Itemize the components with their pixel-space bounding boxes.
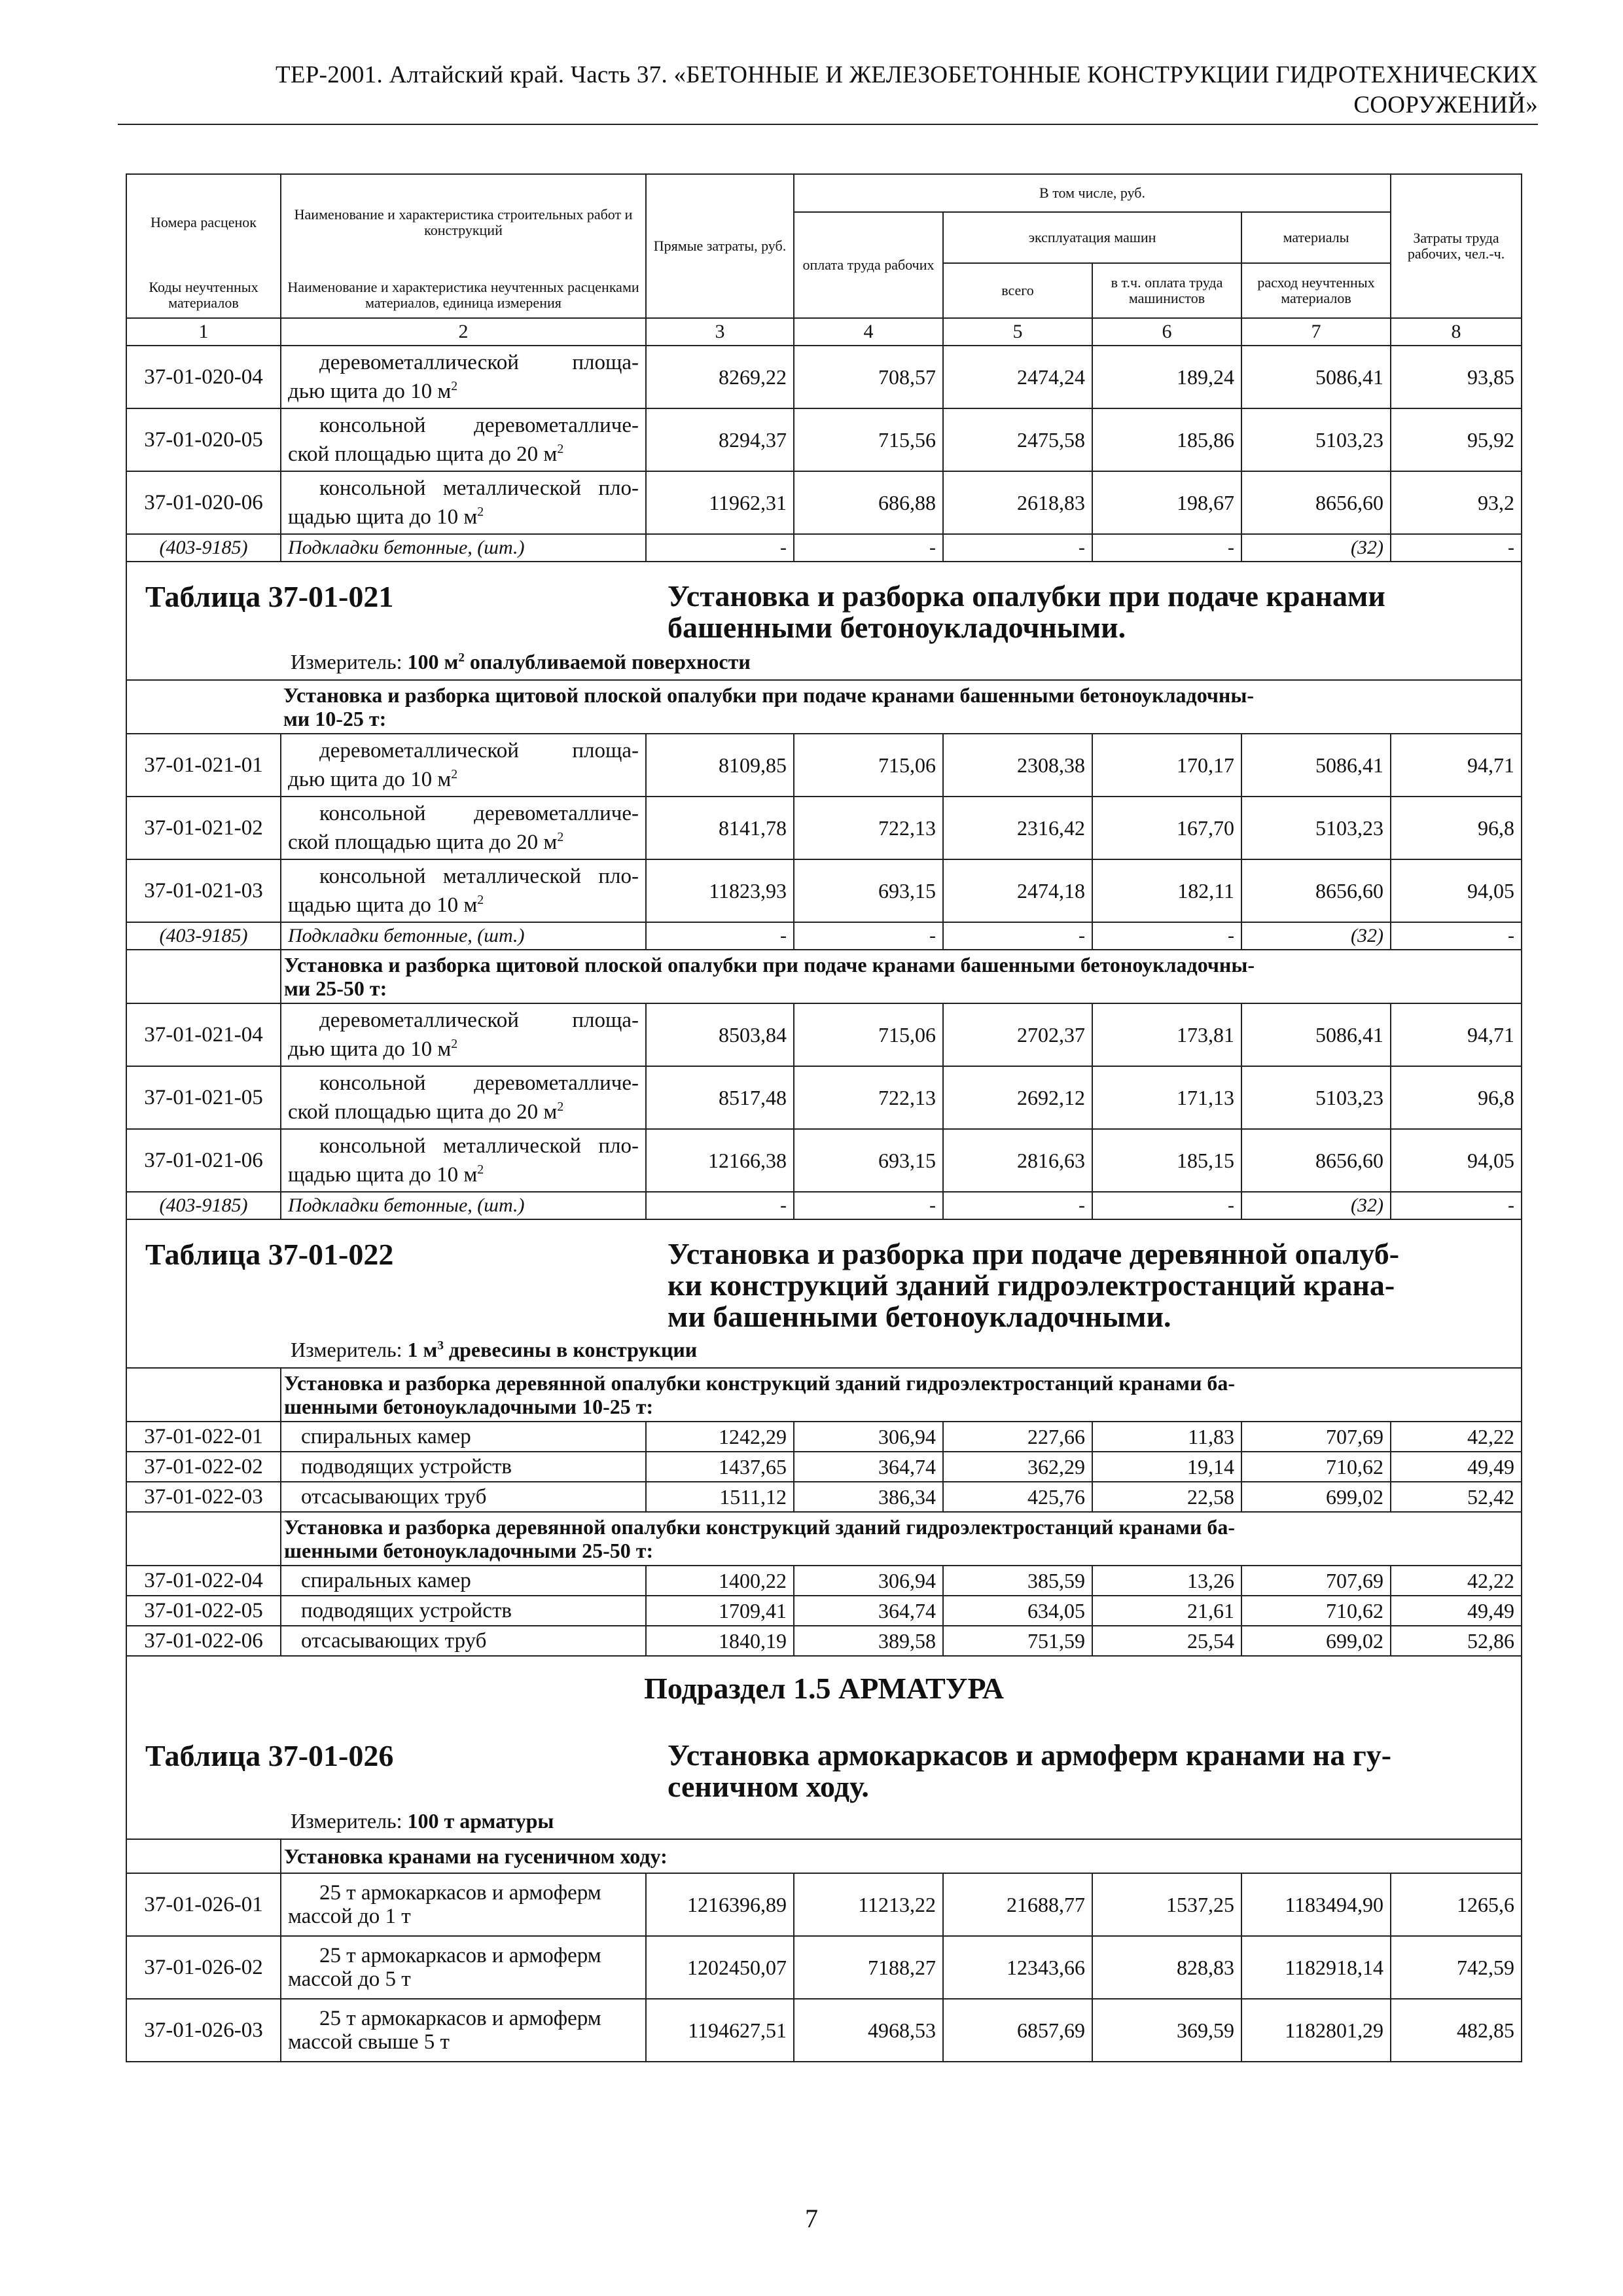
value-cell: 5103,23 (1241, 408, 1391, 471)
value-cell: 8503,84 (646, 1003, 794, 1066)
table-row (126, 734, 1522, 797)
value-cell: - (794, 922, 943, 950)
table-021-measure: Измеритель: 100 $м^2$ опалубливаемой поверхности (291, 650, 751, 673)
work-name: 25 т армокаркасов и армоферм массой свыше 5 т (281, 1999, 646, 2062)
value-cell: 710,62 (1241, 1596, 1391, 1626)
col-header-vsego: всего (943, 263, 1092, 318)
value-cell: 96,8 (1391, 797, 1522, 859)
value-cell: 94,71 (1391, 734, 1522, 797)
table-022-title: Таблица 37-01-022 (145, 1238, 394, 1271)
work-name: 25 т армокаркасов и армоферм массой до 1 т (281, 1873, 646, 1936)
column-number: 2 (281, 318, 646, 346)
value-cell: 1400,22 (646, 1566, 794, 1596)
value-cell: 8141,78 (646, 797, 794, 859)
value-cell: 1202450,07 (646, 1936, 794, 1999)
value-cell: 1437,65 (646, 1452, 794, 1482)
col-header-kody: Коды неучтенных материалов (126, 272, 281, 318)
material-row (126, 1192, 1522, 1219)
work-name: подводящих устройств (281, 1596, 646, 1626)
value-cell: 1840,19 (646, 1626, 794, 1656)
rate-code: 37-01-022-03 (126, 1482, 281, 1512)
value-cell: 715,06 (794, 734, 943, 797)
value-cell: 6857,69 (943, 1999, 1092, 2062)
table-row (126, 1873, 1522, 1936)
work-name: деревометаллической площа- дью щита до 10 $м^2$ (281, 346, 646, 408)
page-number: 7 (805, 2204, 818, 2233)
value-cell: 8656,60 (1241, 1129, 1391, 1192)
value-cell: 1537,25 (1092, 1873, 1241, 1936)
material-row (126, 922, 1522, 950)
running-header (118, 60, 1538, 120)
col-header-vtch: в т.ч. оплата труда машинистов (1092, 263, 1241, 318)
rate-code: 37-01-022-06 (126, 1626, 281, 1656)
value-cell: 5103,23 (1241, 1066, 1391, 1129)
value-cell: 2702,37 (943, 1003, 1092, 1066)
value-cell: 707,69 (1241, 1422, 1391, 1452)
value-cell: 11823,93 (646, 859, 794, 922)
value-cell: 1216396,89 (646, 1873, 794, 1936)
group-heading: Установка и разборка деревянной опалубки конструкций зданий гидроэлектростанций кранами ба- шенными бетоноукладочными 10-25 т: (281, 1368, 1522, 1422)
value-cell: - (794, 1192, 943, 1219)
value-cell: 1183494,90 (1241, 1873, 1391, 1936)
table-row (126, 471, 1522, 534)
rate-code: 37-01-026-03 (126, 1999, 281, 2062)
value-cell: 2475,58 (943, 408, 1092, 471)
column-number: 8 (1391, 318, 1522, 346)
value-cell: 699,02 (1241, 1482, 1391, 1512)
value-cell: 12166,38 (646, 1129, 794, 1192)
value-cell: - (943, 922, 1092, 950)
value-cell: 22,58 (1092, 1482, 1241, 1512)
table-022-desc: ми башенными бетоноукладочными. (668, 1300, 1171, 1333)
material-code: (403-9185) (126, 1192, 281, 1219)
value-cell: 369,59 (1092, 1999, 1241, 2062)
table-021-desc: башенными бетоноукладочными. (668, 611, 1126, 644)
rate-code: 37-01-021-01 (126, 734, 281, 797)
value-cell: 19,14 (1092, 1452, 1241, 1482)
rate-code: 37-01-021-06 (126, 1129, 281, 1192)
value-cell: 8294,37 (646, 408, 794, 471)
value-cell: - (646, 922, 794, 950)
material-code: (403-9185) (126, 534, 281, 562)
col-header-ekspl: эксплуатация машин (943, 212, 1241, 263)
value-cell: 722,13 (794, 797, 943, 859)
table-row (126, 1129, 1522, 1192)
section-title: Подраздел 1.5 АРМАТУРА (644, 1672, 1004, 1705)
group-heading: Установка кранами на гусеничном ходу: (281, 1839, 1522, 1873)
rate-code: 37-01-020-04 (126, 346, 281, 408)
value-cell: 5086,41 (1241, 1003, 1391, 1066)
material-row (126, 534, 1522, 562)
value-cell: 386,34 (794, 1482, 943, 1512)
value-cell: - (646, 1192, 794, 1219)
value-cell: 93,2 (1391, 471, 1522, 534)
value-cell: 751,59 (943, 1626, 1092, 1656)
value-cell: - (1391, 922, 1522, 950)
col-header-pryamye: Прямые затраты, руб. (646, 174, 794, 318)
rate-code: 37-01-022-04 (126, 1566, 281, 1596)
column-number: 1 (126, 318, 281, 346)
value-cell: 52,86 (1391, 1626, 1522, 1656)
col-header-v-tom: В том числе, руб. (794, 174, 1391, 212)
value-cell: 425,76 (943, 1482, 1092, 1512)
material-name: Подкладки бетонные, (шт.) (281, 1192, 646, 1219)
column-number: 7 (1241, 318, 1391, 346)
value-cell: 7188,27 (794, 1936, 943, 1999)
work-name: консольной деревометалличе- ской площадью щита до 20 $м^2$ (281, 408, 646, 471)
value-cell: 8517,48 (646, 1066, 794, 1129)
value-cell: 1182801,29 (1241, 1999, 1391, 2062)
value-cell: 2474,24 (943, 346, 1092, 408)
value-cell: 715,06 (794, 1003, 943, 1066)
group-heading: Установка и разборка щитовой плоской опалубки при подаче кранами башенными бетоноукладочны- ми 10-25 т: (281, 680, 1522, 734)
value-cell: 95,92 (1391, 408, 1522, 471)
table-022-heading (126, 1219, 1522, 1368)
work-name: отсасывающих труб (281, 1482, 646, 1512)
value-cell: 722,13 (794, 1066, 943, 1129)
column-number: 3 (646, 318, 794, 346)
col-header-rashod: расход неучтенных материалов (1241, 263, 1391, 318)
rate-code: 37-01-021-02 (126, 797, 281, 859)
column-number: 6 (1092, 318, 1241, 346)
value-cell: 52,42 (1391, 1482, 1522, 1512)
rate-code: 37-01-021-03 (126, 859, 281, 922)
value-cell: 2618,83 (943, 471, 1092, 534)
material-name: Подкладки бетонные, (шт.) (281, 534, 646, 562)
value-cell: 94,05 (1391, 1129, 1522, 1192)
work-name: консольной деревометалличе- ской площадью щита до 20 $м^2$ (281, 797, 646, 859)
table-026-desc: сеничном ходу. (668, 1770, 869, 1803)
table-026-desc: Установка армокаркасов и армоферм кранами на гу- (668, 1738, 1392, 1772)
rate-code: 37-01-021-04 (126, 1003, 281, 1066)
value-cell: 8269,22 (646, 346, 794, 408)
group-heading: Установка и разборка деревянной опалубки конструкций зданий гидроэлектростанций кранами ба- шенными бетоноукладочными 25-50 т: (281, 1512, 1522, 1566)
table-row (126, 1003, 1522, 1066)
table-021-desc: Установка и разборка опалубки при подаче кранами (668, 579, 1385, 613)
value-cell: 8109,85 (646, 734, 794, 797)
work-name: консольной металлической пло- щадью щита до 10 $м^2$ (281, 471, 646, 534)
table-row (126, 1596, 1522, 1626)
value-cell: 715,56 (794, 408, 943, 471)
work-name: консольной металлической пло- щадью щита до 10 $м^2$ (281, 859, 646, 922)
value-cell: 13,26 (1092, 1566, 1241, 1596)
rate-code: 37-01-022-01 (126, 1422, 281, 1452)
table-021-title: Таблица 37-01-021 (145, 580, 394, 613)
value-cell: 2316,42 (943, 797, 1092, 859)
col-header-naim2: Наименование и характеристика неучтенных расценками материалов, единица измерения (281, 272, 646, 318)
material-name: Подкладки бетонные, (шт.) (281, 922, 646, 950)
value-cell: 25,54 (1092, 1626, 1241, 1656)
material-code: (403-9185) (126, 922, 281, 950)
rates-table (126, 173, 1522, 2062)
value-cell: 93,85 (1391, 346, 1522, 408)
table-row (126, 1936, 1522, 1999)
rate-code: 37-01-026-02 (126, 1936, 281, 1999)
rate-code: 37-01-020-05 (126, 408, 281, 471)
value-cell: - (646, 534, 794, 562)
col-header-materialy: материалы (1241, 212, 1391, 263)
group-heading: Установка и разборка щитовой плоской опалубки при подаче кранами башенными бетоноукладочны- ми 25-50 т: (281, 950, 1522, 1003)
value-cell: - (1391, 534, 1522, 562)
value-cell: 306,94 (794, 1422, 943, 1452)
table-026-heading (126, 1656, 1522, 1839)
table-row (126, 1452, 1522, 1482)
value-cell: 686,88 (794, 471, 943, 534)
table-row (126, 1066, 1522, 1129)
work-name: подводящих устройств (281, 1452, 646, 1482)
value-cell: 5086,41 (1241, 734, 1391, 797)
col-header-zatraty: Затраты труда рабочих, чел.-ч. (1391, 174, 1522, 318)
value-cell: 11,83 (1092, 1422, 1241, 1452)
table-022-measure: Измеритель: 1 $м^3$ древесины в конструкции (291, 1338, 698, 1361)
table-row (126, 346, 1522, 408)
value-cell: - (1092, 1192, 1241, 1219)
table-026-measure: Измеритель: 100 т арматуры (291, 1809, 554, 1833)
rate-code: 37-01-022-05 (126, 1596, 281, 1626)
value-cell: 185,15 (1092, 1129, 1241, 1192)
col-header-naim: Наименование и характеристика строительных работ и конструкций (281, 174, 646, 270)
running-header-line1: ТЕР-2001. Алтайский край. Часть 37. «БЕТОННЫЕ И ЖЕЛЕЗОБЕТОННЫЕ КОНСТРУКЦИИ ГИДРОТЕХНИЧЕСКИХ (275, 62, 1538, 88)
table-026-title: Таблица 37-01-026 (145, 1739, 394, 1772)
value-cell: 385,59 (943, 1566, 1092, 1596)
work-name: спиральных камер (281, 1422, 646, 1452)
value-cell: 171,13 (1092, 1066, 1241, 1129)
table-row (126, 1422, 1522, 1452)
value-cell: 12343,66 (943, 1936, 1092, 1999)
value-cell: 634,05 (943, 1596, 1092, 1626)
value-cell: 710,62 (1241, 1452, 1391, 1482)
value-cell: 42,22 (1391, 1566, 1522, 1596)
value-cell: 94,71 (1391, 1003, 1522, 1066)
value-cell: 742,59 (1391, 1936, 1522, 1999)
table-022-desc: ки конструкций зданий гидроэлектростанций крана- (668, 1268, 1395, 1302)
table-021-heading (126, 562, 1522, 680)
value-cell: 707,69 (1241, 1566, 1391, 1596)
value-cell: - (794, 534, 943, 562)
value-cell: 1182918,14 (1241, 1936, 1391, 1999)
value-cell: 185,86 (1092, 408, 1241, 471)
value-cell: 2692,12 (943, 1066, 1092, 1129)
table-row (126, 1482, 1522, 1512)
value-cell: 5103,23 (1241, 797, 1391, 859)
rate-code: 37-01-020-06 (126, 471, 281, 534)
value-cell: 170,17 (1092, 734, 1241, 797)
value-cell: 1194627,51 (646, 1999, 794, 2062)
work-name: 25 т армокаркасов и армоферм массой до 5 т (281, 1936, 646, 1999)
value-cell: 94,05 (1391, 859, 1522, 922)
table-row (126, 797, 1522, 859)
value-cell: 389,58 (794, 1626, 943, 1656)
value-cell: 8656,60 (1241, 471, 1391, 534)
value-cell: - (1391, 1192, 1522, 1219)
value-cell: 167,70 (1092, 797, 1241, 859)
value-cell: 2474,18 (943, 859, 1092, 922)
table-row (126, 1999, 1522, 2062)
work-name: отсасывающих труб (281, 1626, 646, 1656)
value-cell: 1265,6 (1391, 1873, 1522, 1936)
value-cell: 306,94 (794, 1566, 943, 1596)
value-cell: 2816,63 (943, 1129, 1092, 1192)
value-cell: 708,57 (794, 346, 943, 408)
value-cell: (32) (1241, 922, 1391, 950)
value-cell: 1511,12 (646, 1482, 794, 1512)
table-row (126, 859, 1522, 922)
value-cell: (32) (1241, 1192, 1391, 1219)
value-cell: 693,15 (794, 859, 943, 922)
work-name: консольной металлической пло- щадью щита до 10 $м^2$ (281, 1129, 646, 1192)
work-name: деревометаллической площа- дью щита до 10 $м^2$ (281, 1003, 646, 1066)
value-cell: 49,49 (1391, 1596, 1522, 1626)
value-cell: 699,02 (1241, 1626, 1391, 1656)
value-cell: 42,22 (1391, 1422, 1522, 1452)
value-cell: 96,8 (1391, 1066, 1522, 1129)
value-cell: - (1092, 534, 1241, 562)
col-header-oplata: оплата труда рабочих (794, 212, 943, 318)
value-cell: 182,11 (1092, 859, 1241, 922)
column-number: 5 (943, 318, 1092, 346)
rate-code: 37-01-021-05 (126, 1066, 281, 1129)
value-cell: 4968,53 (794, 1999, 943, 2062)
work-name: деревометаллической площа- дью щита до 10 $м^2$ (281, 734, 646, 797)
table-row (126, 408, 1522, 471)
value-cell: 49,49 (1391, 1452, 1522, 1482)
value-cell: 8656,60 (1241, 859, 1391, 922)
value-cell: 2308,38 (943, 734, 1092, 797)
column-number: 4 (794, 318, 943, 346)
running-header-line2: СООРУЖЕНИЙ» (1353, 92, 1538, 118)
work-name: консольной деревометалличе- ской площадью щита до 20 $м^2$ (281, 1066, 646, 1129)
value-cell: - (943, 1192, 1092, 1219)
value-cell: 362,29 (943, 1452, 1092, 1482)
value-cell: 189,24 (1092, 346, 1241, 408)
value-cell: 227,66 (943, 1422, 1092, 1452)
table-row (126, 1566, 1522, 1596)
value-cell: - (1092, 922, 1241, 950)
table-row (126, 1626, 1522, 1656)
value-cell: 1242,29 (646, 1422, 794, 1452)
rate-code: 37-01-022-02 (126, 1452, 281, 1482)
value-cell: 364,74 (794, 1596, 943, 1626)
value-cell: 11213,22 (794, 1873, 943, 1936)
column-numbers-row (126, 318, 1522, 346)
value-cell: 21688,77 (943, 1873, 1092, 1936)
value-cell: 828,83 (1092, 1936, 1241, 1999)
value-cell: 198,67 (1092, 471, 1241, 534)
value-cell: - (943, 534, 1092, 562)
value-cell: 364,74 (794, 1452, 943, 1482)
value-cell: 693,15 (794, 1129, 943, 1192)
col-header-nomer: Номера расценок (126, 174, 281, 270)
table-022-desc: Установка и разборка при подаче деревянной опалуб- (668, 1237, 1400, 1270)
value-cell: 21,61 (1092, 1596, 1241, 1626)
value-cell: 1709,41 (646, 1596, 794, 1626)
value-cell: 482,85 (1391, 1999, 1522, 2062)
rate-code: 37-01-026-01 (126, 1873, 281, 1936)
value-cell: (32) (1241, 534, 1391, 562)
value-cell: 173,81 (1092, 1003, 1241, 1066)
value-cell: 11962,31 (646, 471, 794, 534)
header-rule (118, 124, 1538, 125)
work-name: спиральных камер (281, 1566, 646, 1596)
value-cell: 5086,41 (1241, 346, 1391, 408)
